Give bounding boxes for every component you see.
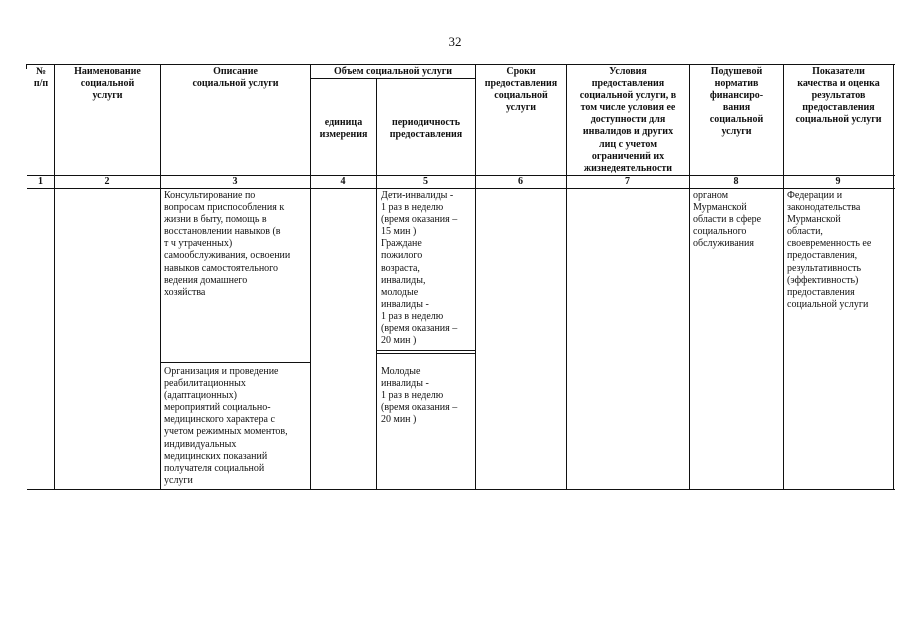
header-conditions: Условия предоставления социальной услуги, в том числе условия ее доступности для инвалидов и других лиц с учетом ограничений их жизнедеятельности: [579, 66, 677, 174]
column-number-6: 6: [518, 176, 523, 187]
table-top-border: [27, 64, 895, 65]
header-terms: Сроки предоставления социальной услуги: [484, 66, 558, 114]
row2-periodicity: Молодые инвалиды - 1 раз в неделю (время оказания – 20 мин ): [381, 366, 458, 426]
column-number-3: 3: [232, 176, 238, 187]
header-financing-standard: Подушевой норматив финансиро- вания социальной услуги: [709, 66, 764, 138]
column-number-4: 4: [340, 176, 346, 187]
col-line-1: [54, 64, 55, 489]
page-number: 32: [448, 34, 462, 49]
volume-group-divider: [310, 78, 475, 79]
column-number-9: 9: [835, 176, 841, 187]
column-number-7: 7: [625, 176, 630, 187]
quality-indicators-cell: Федерации и законодательства Мурманской области, своевременность ее предоставления, результативность (эффективность) предоставления социальной услуги: [787, 190, 872, 310]
header-service-name: Наименование социальной услуги: [74, 66, 141, 102]
row2-description: Организация и проведение реабилитационных (адаптационных) мероприятий социально- медицинского характера с учетом режимных моментов, индивидуальных медицинских показаний получателя социальной услуги: [164, 366, 288, 486]
column-number-1: 1: [38, 176, 43, 187]
row1-periodicity: Дети-инвалиды - 1 раз в неделю (время оказания – 15 мин ) Граждане пожилого возраста, инвалиды, молодые инвалиды - 1 раз в неделю (время оказания – 20 мин ): [381, 190, 458, 347]
column-number-2: 2: [104, 176, 110, 187]
header-service-volume: Объем социальной услуги: [333, 66, 453, 77]
table-bottom-border: [27, 489, 895, 490]
header-periodicity: периодичность предоставления: [389, 117, 463, 141]
row-divider-period-lower: [376, 353, 475, 354]
number-row-bottom-line: [27, 188, 895, 189]
header-unit: единица измерения: [319, 117, 368, 141]
financing-standard-cell: органом Мурманской области в сфере социального обслуживания: [693, 190, 762, 250]
header-service-description: Описание социальной услуги: [192, 66, 279, 90]
col-line-8: [783, 64, 784, 489]
column-number-5: 5: [423, 176, 428, 187]
header-number: № п/п: [33, 66, 49, 90]
left-margin-mark: [26, 64, 27, 69]
row-divider-period-upper: [376, 350, 475, 351]
col-line-5: [475, 64, 476, 489]
col-line-2: [160, 64, 161, 489]
row1-description: Консультирование по вопросам приспособления к жизни в быту, помощь в восстановлении навыков (в т ч утраченных) самообслуживания, освоении навыков самостоятельного ведения домашнего хозяйства: [164, 190, 291, 298]
column-number-8: 8: [733, 176, 739, 187]
col-line-9: [893, 64, 894, 489]
header-quality-indicators: Показатели качества и оценка результатов предоставления социальной услуги: [795, 66, 882, 126]
row-divider-desc: [160, 362, 310, 363]
